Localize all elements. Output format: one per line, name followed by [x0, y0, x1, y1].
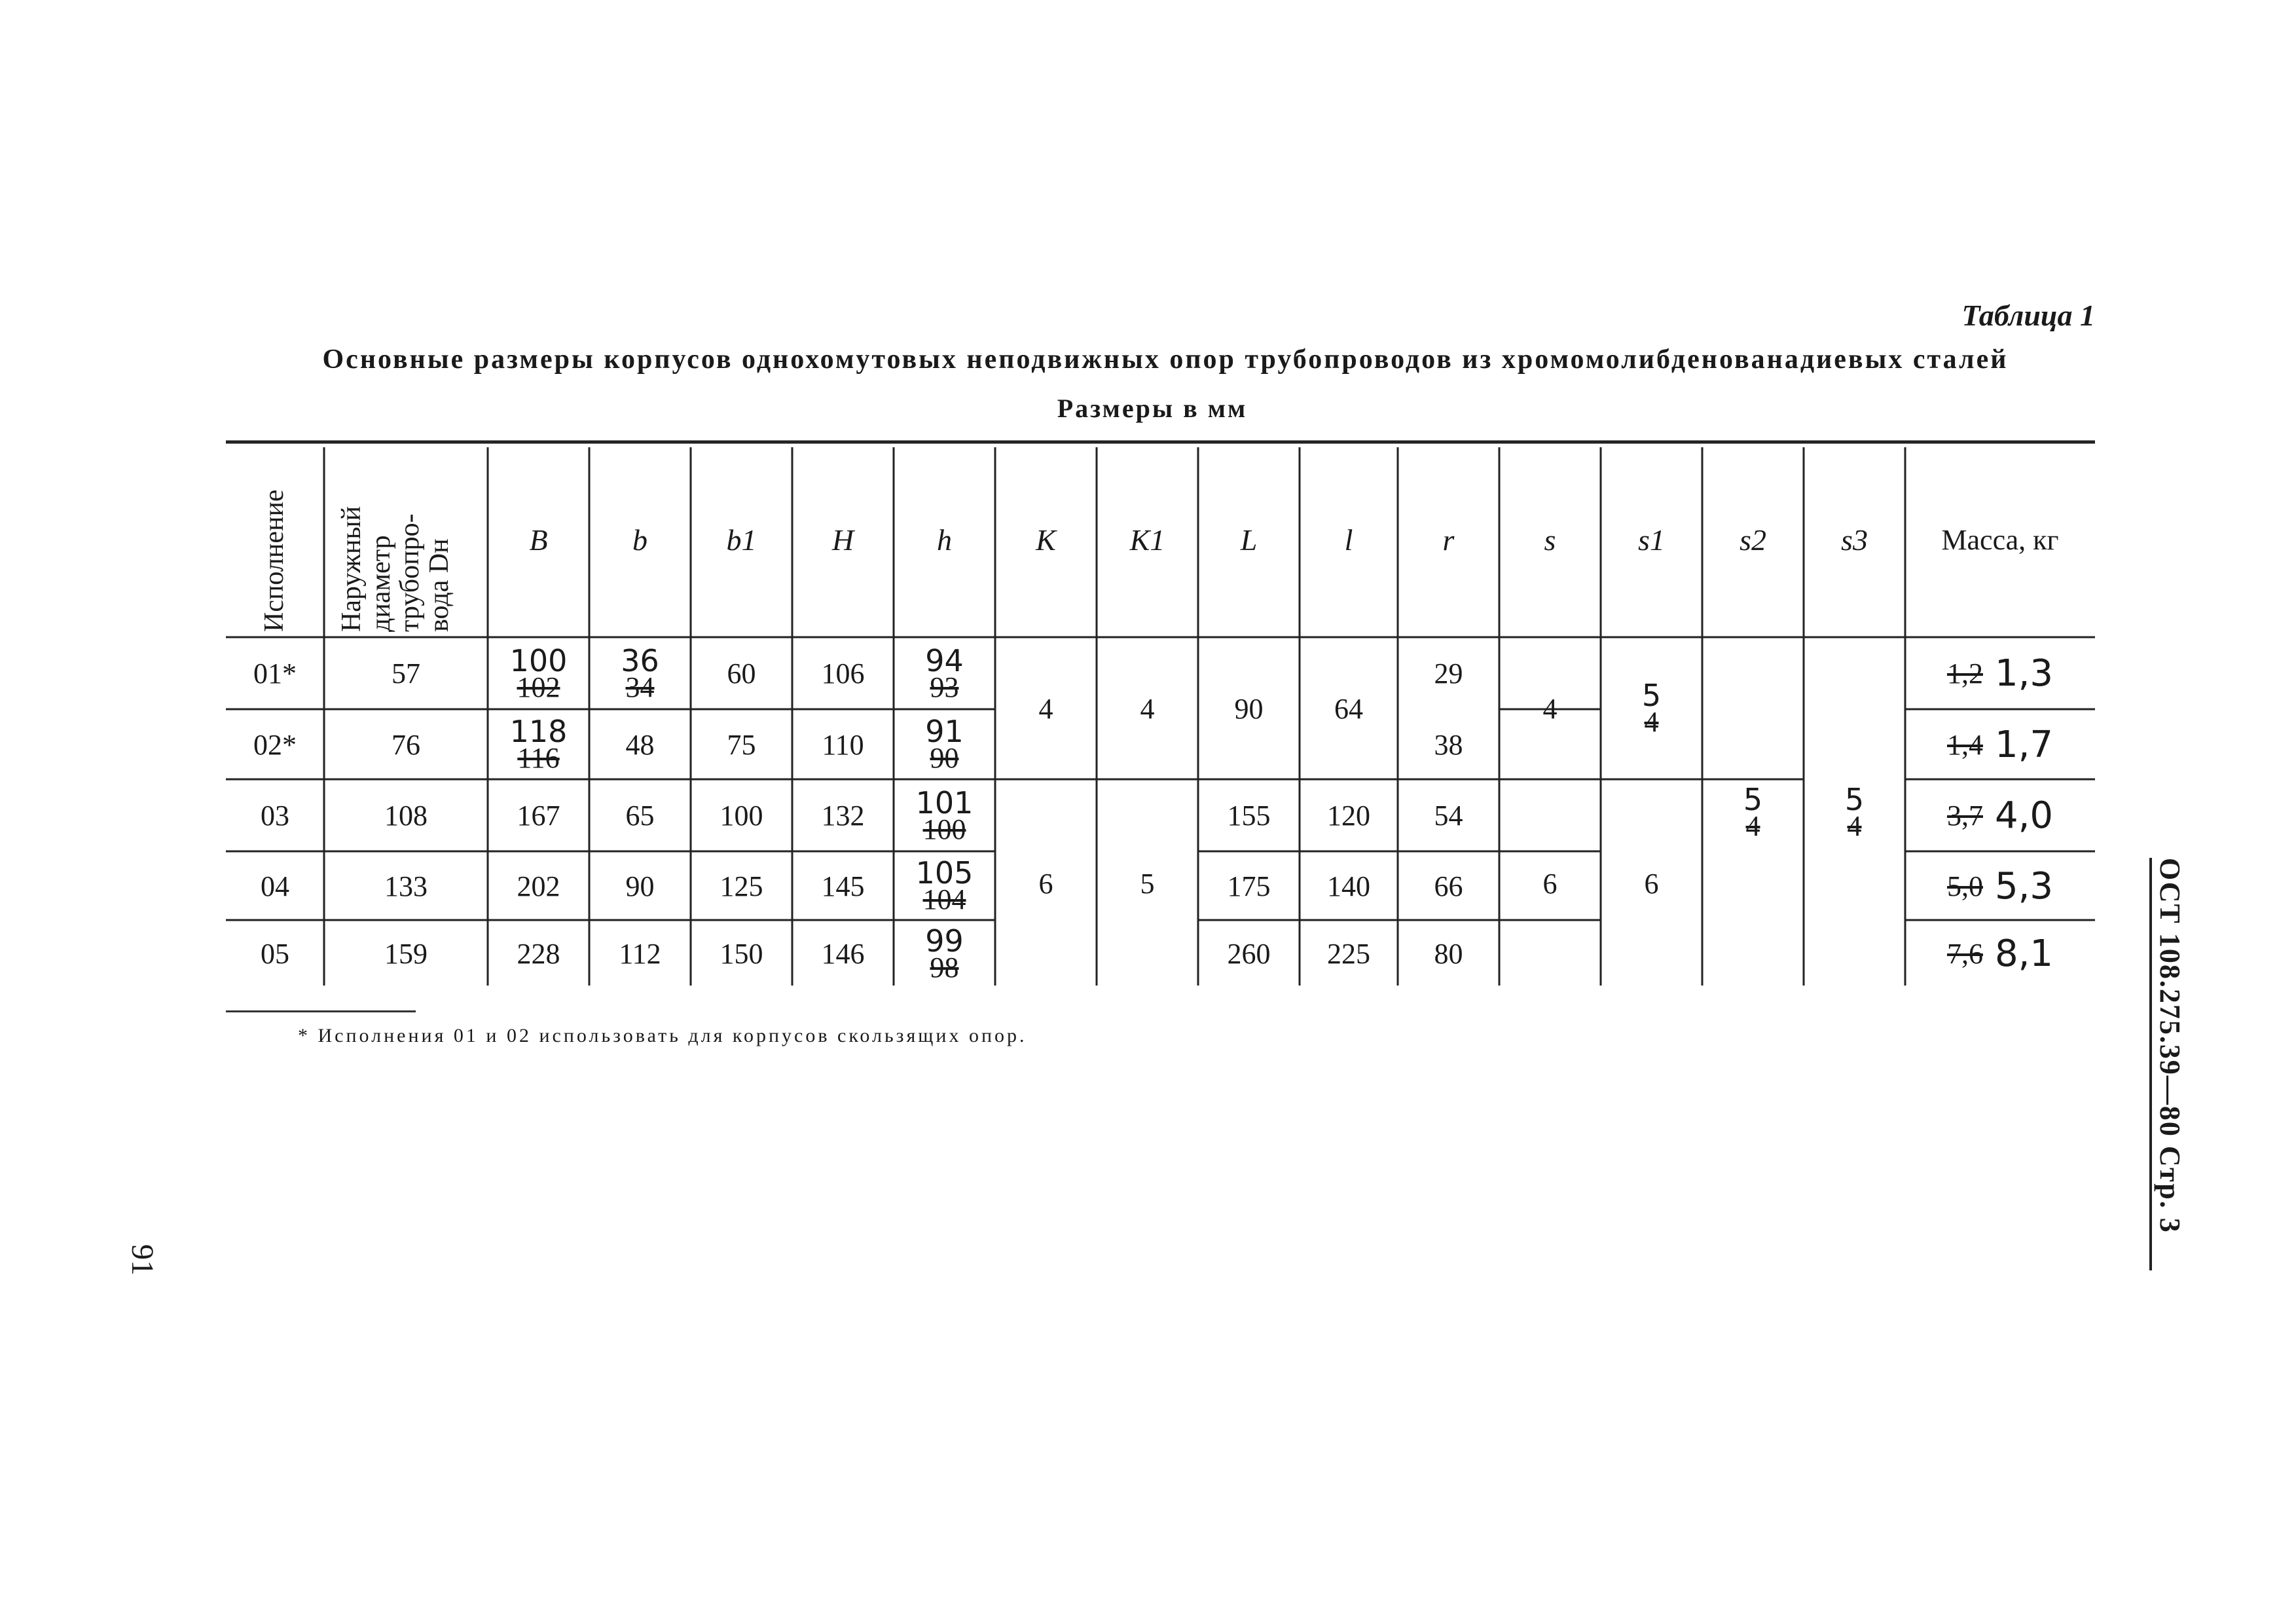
- row-05-h: [894, 921, 995, 987]
- header-s: s: [1544, 523, 1556, 557]
- row-05-mass-original: 7,6: [1946, 938, 1983, 970]
- row-01-h-original: 93: [930, 671, 959, 703]
- merged-s1-original: 4: [1644, 706, 1659, 739]
- row-04-B: 202: [517, 870, 560, 902]
- row-01-b-correction: 36: [621, 642, 659, 678]
- row-04-L: 175: [1227, 870, 1271, 902]
- row-04-l: 140: [1327, 870, 1370, 902]
- merged-L-rows-01-02: 90: [1234, 692, 1264, 725]
- header-K1: K1: [1129, 523, 1165, 557]
- row-03-B: 167: [517, 800, 560, 832]
- row-02-b1: 75: [727, 728, 756, 761]
- header-s3: s3: [1841, 523, 1868, 557]
- merged-K1-rows-03-05: 5: [1140, 867, 1155, 900]
- header-B: B: [529, 523, 548, 557]
- row-02-h-correction: 91: [925, 714, 964, 749]
- page-number: 91: [125, 1244, 160, 1276]
- row-05-r: 80: [1434, 938, 1463, 970]
- row-03-h: [894, 781, 995, 851]
- merged-K-rows-03-05: 6: [1038, 867, 1053, 900]
- row-01-h: [894, 638, 995, 709]
- row-05-mass-correction: 8,1: [1994, 932, 2054, 975]
- row-01-H: 106: [821, 657, 865, 690]
- row-05-h-original: 98: [930, 951, 959, 984]
- header-h: h: [937, 523, 952, 557]
- row-03-mass-correction: 4,0: [1994, 794, 2054, 837]
- row-01-exec: 01*: [253, 657, 297, 690]
- header-diameter-line-1: Наружный: [337, 506, 367, 632]
- row-04-mass-original: 5,0: [1946, 870, 1983, 902]
- row-04-h: [894, 853, 995, 920]
- row-02-exec: 02*: [253, 728, 297, 761]
- row-01-B-correction: 100: [509, 642, 568, 678]
- merged-s2-original: 4: [1745, 809, 1760, 842]
- row-05-B: 228: [517, 938, 560, 970]
- row-03-h-correction: 101: [915, 784, 974, 821]
- merged-K1-rows-01-02: 4: [1140, 692, 1155, 725]
- row-03-r: 54: [1434, 800, 1463, 832]
- row-01-mass-original: 1,2: [1946, 657, 1983, 690]
- row-03-L: 155: [1227, 800, 1271, 832]
- row-02-diameter: 76: [392, 728, 420, 761]
- header-r: r: [1442, 523, 1455, 557]
- footnote: * Исполнения 01 и 02 использовать для корпусов скользящих опор.: [298, 1025, 1027, 1046]
- row-01-B-original: 102: [517, 671, 560, 703]
- header-diameter-line-4: вода Dн: [424, 538, 454, 632]
- table-label: Таблица 1: [1961, 299, 2095, 332]
- merged-l-rows-01-02: 64: [1334, 692, 1363, 725]
- row-01-B: [488, 638, 589, 709]
- row-01-b-original: 34: [625, 671, 655, 703]
- row-04-diameter: 133: [384, 870, 428, 902]
- row-05-b1: 150: [720, 938, 763, 970]
- row-01-b1: 60: [727, 657, 756, 690]
- header-l: l: [1344, 523, 1353, 557]
- header-diameter-line-2: диаметр: [365, 535, 396, 632]
- row-05-diameter: 159: [384, 938, 428, 970]
- row-03-diameter: 108: [384, 800, 428, 832]
- header-s2: s2: [1740, 523, 1766, 557]
- header-diameter: [337, 506, 454, 632]
- row-04-H: 145: [821, 870, 865, 902]
- units-caption: Размеры в мм: [1057, 394, 1248, 423]
- dimensions-table: [226, 442, 2095, 992]
- row-02-h: [894, 710, 995, 779]
- header-s1: s1: [1638, 523, 1665, 557]
- row-04-mass: [1905, 853, 2095, 920]
- merged-s-rows-03-05: 6: [1542, 867, 1558, 900]
- row-03-H: 132: [821, 800, 865, 832]
- table-title: Основные размеры корпусов однохомутовых неподвижных опор трубопроводов из хромомолибденованадиевых сталей: [322, 344, 2009, 375]
- side-rule: [2149, 858, 2152, 1270]
- row-02-mass: [1905, 710, 2095, 779]
- row-02-B-correction: 118: [509, 714, 568, 749]
- row-05-b: 112: [619, 938, 661, 970]
- merged-s3-all-rows: [1804, 638, 1905, 987]
- row-05-mass: [1905, 921, 2095, 987]
- header-b1: b1: [726, 523, 757, 557]
- row-05-H: 146: [821, 938, 865, 970]
- header-L: L: [1240, 523, 1258, 557]
- row-04-h-correction: 105: [915, 855, 974, 891]
- header-b: b: [632, 523, 647, 557]
- row-05-l: 225: [1327, 938, 1370, 970]
- row-02-mass-original: 1,4: [1946, 728, 1983, 761]
- header-diameter-line-3: трубопро-: [395, 513, 426, 632]
- row-04-exec: 04: [261, 870, 289, 902]
- row-02-B-original: 116: [517, 742, 560, 775]
- merged-s1-rows-01-02: [1601, 638, 1702, 779]
- row-01-mass-correction: 1,3: [1994, 652, 2054, 695]
- row-02-mass-correction: 1,7: [1994, 723, 2054, 766]
- row-01-h-correction: 94: [925, 642, 964, 678]
- row-03-mass-original: 3,7: [1946, 800, 1983, 832]
- row-01-diameter: 57: [392, 657, 420, 690]
- row-05-exec: 05: [261, 938, 289, 970]
- row-05-L: 260: [1227, 938, 1271, 970]
- row-01-r: 29: [1434, 657, 1463, 690]
- footnote-rule: [226, 1010, 416, 1012]
- row-03-mass: [1905, 781, 2095, 851]
- merged-s1-rows-03-05: 6: [1644, 867, 1659, 900]
- row-04-h-original: 104: [922, 883, 966, 916]
- merged-s3-correction: 5: [1844, 781, 1865, 817]
- merged-s2-all-rows: [1702, 638, 1804, 987]
- header-execution: Исполнение: [259, 489, 289, 632]
- row-04-b: 90: [625, 870, 655, 902]
- row-02-r: 38: [1434, 728, 1463, 761]
- row-05-h-correction: 99: [925, 923, 964, 959]
- row-01-mass: [1905, 638, 2095, 709]
- row-02-B: [488, 710, 589, 779]
- row-04-mass-correction: 5,3: [1994, 864, 2054, 908]
- row-03-exec: 03: [261, 800, 289, 832]
- header-mass: Масса, кг: [1941, 524, 2059, 556]
- row-02-h-original: 90: [930, 742, 959, 775]
- row-03-b1: 100: [720, 800, 763, 832]
- header-H: H: [831, 523, 854, 557]
- merged-K-rows-01-02: 4: [1038, 692, 1053, 725]
- row-01-b: [589, 638, 691, 709]
- row-02-H: 110: [822, 728, 864, 761]
- document-code: ОСТ 108.275.39—80 Стр. 3: [2154, 858, 2186, 1234]
- merged-s3-original: 4: [1847, 809, 1862, 842]
- row-03-h-original: 100: [922, 813, 966, 845]
- merged-s-rows-01-02: 4: [1542, 692, 1558, 725]
- header-K: K: [1036, 523, 1056, 557]
- row-03-b: 65: [625, 800, 655, 832]
- merged-s2-correction: 5: [1743, 781, 1763, 817]
- row-02-b: 48: [625, 728, 655, 761]
- row-04-b1: 125: [720, 870, 763, 902]
- row-03-l: 120: [1327, 800, 1370, 832]
- merged-s1-correction: 5: [1641, 678, 1662, 713]
- row-04-r: 66: [1434, 870, 1463, 902]
